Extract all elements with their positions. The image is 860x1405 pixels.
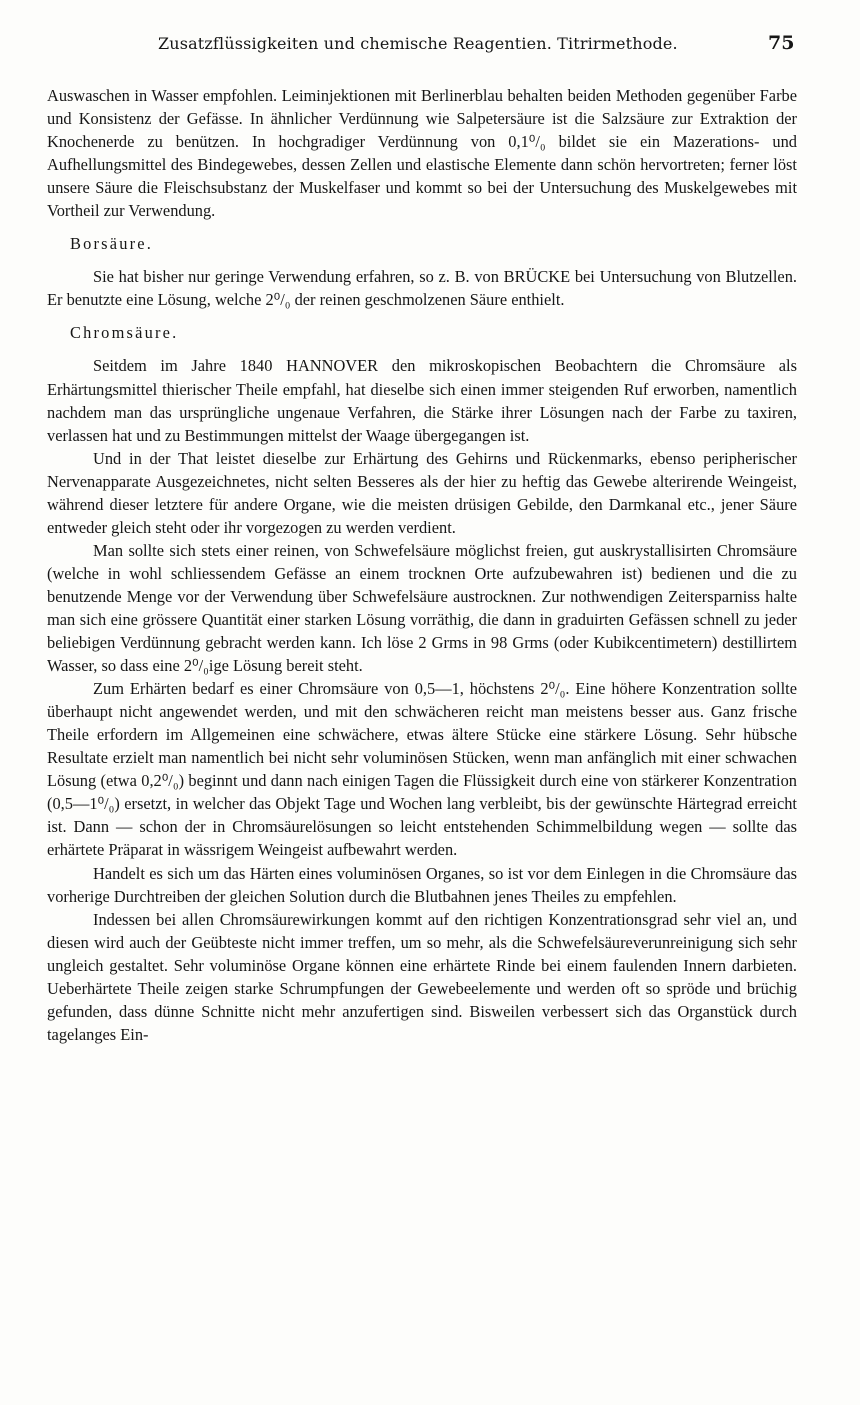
paragraph-chromsaeure-hardening: Zum Erhärten bedarf es einer Chromsäure von 0,5—1, höchstens 2⁰/₀. Eine höhere Konzentration sollte überhaupt nicht angewendet werden, und mit den schwächeren reicht man meistens besser aus. Ganz frische Theile erfordern im Allgemeinen eine schwächere, etwas ältere Stücke eine stärkere Lösung. Sehr hübsche Resultate erzielt man namentlich bei nicht sehr voluminösen Stücken, wenn man anfänglich mit einer schwachen Lösung (etwa 0,2⁰/₀) beginnt und dann nach einigen Tagen die Flüssigkeit durch eine von stärkerer Konzentration (0,5—1⁰/₀) ersetzt, in welcher das Objekt Tage und Wochen lang verbleibt, bis der gewünschte Härtegrad erreicht ist. Dann — schon der in Chromsäurelösungen so leicht entstehenden Schimmelbildung wegen — sollte das erhärtete Präparat in wässrigem Weingeist aufbewahrt werden.	[47, 679, 797, 860]
page-number: 75	[768, 32, 795, 54]
section-heading-borsaeure: Borsäure.	[70, 234, 154, 254]
paragraph-chromsaeure-preparation: Man sollte sich stets einer reinen, von Schwefelsäure möglichst freien, gut auskrystallisirten Chromsäure (welche in wohl schliessendem Gefässe an einem trocknen Orte aufzubewahren ist) bedienen und die zu benutzende Menge vor der Verwendung über Schwefelsäure austrocknen. Zur nothwendigen Zeitersparniss halte man sich eine grössere Quantität einer starken Lösung vorräthig, die dann in graduirten Gefässen schnell zu jeder beliebigen Verdünnung gebracht werden kann. Ich löse 2 Grms in 98 Grms (oder Kubikcentimetern) destillirtem Wasser, so dass eine 2⁰/₀ige Lösung bereit steht.	[47, 540, 797, 676]
paragraph-salzsaeure-continuation: Auswaschen in Wasser empfohlen. Leiminjektionen mit Berlinerblau behalten beiden Methoden gegenüber Farbe und Konsistenz der Gefässe. In ähnlicher Verdünnung wie Salpetersäure ist die Salzsäure zur Extraktion der Knochenerde zu benützen. In hochgradiger Verdünnung von 0,1⁰/₀ bildet sie ein Mazerations- und Aufhellungsmittel des Bindegewebes, dessen Zellen und elastische Elemente dann schön hervortreten; ferner löst unsere Säure die Fleischsubstanz der Muskelfaser und kommt so bei der Untersuchung des Muskelgewebes mit Vortheil zur Verwendung.	[47, 86, 797, 221]
page-header	[0, 34, 860, 60]
paragraph-chromsaeure-concentration: Indessen bei allen Chromsäurewirkungen kommt auf den richtigen Konzentrationsgrad sehr viel an, und diesen wird auch der Geübteste nicht immer treffen, um so mehr, als die Schwefelsäureverunreinigung sich sehr ungleich gestaltet. Sehr voluminöse Organe können eine erhärtete Rinde bei einem faulenden Innern darbieten. Ueberhärtete Theile zeigen starke Schrumpfungen der Gewebeelemente und werden oft so spröde und brüchig gefunden, dass dünne Schnitte nicht mehr anzufertigen sind. Bisweilen verbessert sich das Organstück durch tagelanges Ein-	[47, 909, 797, 1044]
body-text	[47, 84, 797, 1046]
paragraph-chromsaeure-uses: Und in der That leistet dieselbe zur Erhärtung des Gehirns und Rückenmarks, ebenso peripherischer Nervenapparate Ausgezeichnetes, nicht selten Besseres als der hier zu heftig das Gewebe alterirende Weingeist, während dieser letztere für andere Organe, wie die meisten drüsigen Gebilde, den Darmkanal etc., jener Säure entweder gleich steht oder ihr vorgezogen zu werden verdient.	[47, 448, 797, 537]
paragraph-chromsaeure-large-organs: Handelt es sich um das Härten eines voluminösen Organes, so ist vor dem Einlegen in die Chromsäure das vorherige Durchtreiben der gleichen Solution durch die Blutbahnen jenes Theiles zu empfehlen.	[47, 863, 797, 906]
running-title: Zusatzflüssigkeiten und chemische Reagentien. Titrirmethode.	[158, 34, 678, 53]
paragraph-borsaeure: Sie hat bisher nur geringe Verwendung erfahren, so z. B. von BRÜCKE bei Untersuchung von Blutzellen. Er benutzte eine Lösung, welche 2⁰/₀ der reinen geschmolzenen Säure enthielt.	[47, 267, 797, 310]
paragraph-chromsaeure-history: Seitdem im Jahre 1840 HANNOVER den mikroskopischen Beobachtern die Chromsäure als Erhärtungsmittel thierischer Theile empfahl, hat dieselbe sich einen immer steigenden Ruf erworben, namentlich nachdem man das ursprüngliche ungenaue Verfahren, die Stärke ihrer Lösungen nach der Farbe zu taxiren, verlassen hat und zu Bestimmungen mittelst der Waage übergegangen ist.	[47, 356, 797, 445]
section-heading-chromsaeure: Chromsäure.	[70, 323, 179, 343]
